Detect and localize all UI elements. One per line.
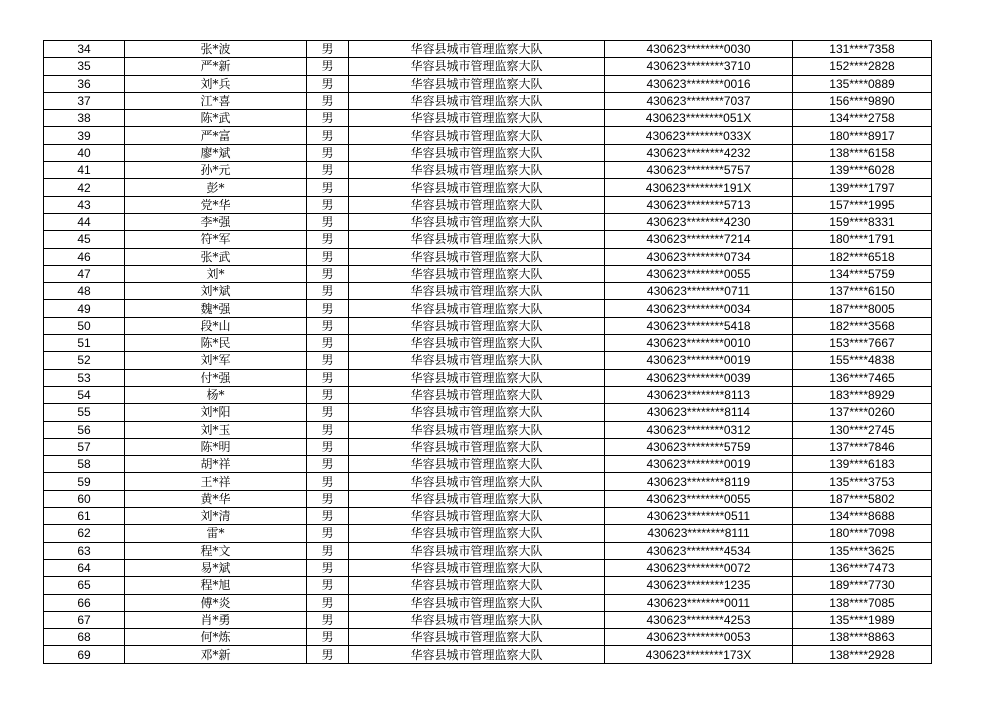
unit-cell: 华容县城市管理监察大队	[349, 611, 605, 628]
table-row	[44, 525, 932, 542]
unit-cell: 华容县城市管理监察大队	[349, 490, 605, 507]
phone-cell: 135****3753	[793, 473, 932, 490]
unit-cell: 华容县城市管理监察大队	[349, 352, 605, 369]
gender-cell: 男	[307, 162, 349, 179]
unit-cell: 华容县城市管理监察大队	[349, 594, 605, 611]
gender-cell: 男	[307, 144, 349, 161]
id-number-cell: 430623********5418	[605, 317, 793, 334]
name-cell: 付*强	[125, 369, 307, 386]
id-number-cell: 430623********8111	[605, 525, 793, 542]
id-number-cell: 430623********0055	[605, 265, 793, 282]
gender-cell: 男	[307, 352, 349, 369]
phone-cell: 183****8929	[793, 386, 932, 403]
gender-cell: 男	[307, 127, 349, 144]
table-row	[44, 559, 932, 576]
phone-cell: 135****1989	[793, 611, 932, 628]
unit-cell: 华容县城市管理监察大队	[349, 265, 605, 282]
table-row	[44, 196, 932, 213]
unit-cell: 华容县城市管理监察大队	[349, 525, 605, 542]
name-cell: 杨*	[125, 386, 307, 403]
gender-cell: 男	[307, 179, 349, 196]
gender-cell: 男	[307, 404, 349, 421]
name-cell: 严*富	[125, 127, 307, 144]
phone-cell: 136****7473	[793, 559, 932, 576]
name-cell: 符*军	[125, 231, 307, 248]
table-row	[44, 127, 932, 144]
unit-cell: 华容县城市管理监察大队	[349, 231, 605, 248]
id-number-cell: 430623********0011	[605, 594, 793, 611]
unit-cell: 华容县城市管理监察大队	[349, 577, 605, 594]
name-cell: 程*旭	[125, 577, 307, 594]
table-row	[44, 144, 932, 161]
id-number-cell: 430623********4232	[605, 144, 793, 161]
row-number-cell: 35	[44, 58, 125, 75]
id-number-cell: 430623********8119	[605, 473, 793, 490]
id-number-cell: 430623********0039	[605, 369, 793, 386]
id-number-cell: 430623********4230	[605, 213, 793, 230]
id-number-cell: 430623********1235	[605, 577, 793, 594]
roster-table	[43, 40, 932, 664]
name-cell: 刘*清	[125, 508, 307, 525]
unit-cell: 华容县城市管理监察大队	[349, 300, 605, 317]
unit-cell: 华容县城市管理监察大队	[349, 404, 605, 421]
name-cell: 段*山	[125, 317, 307, 334]
row-number-cell: 36	[44, 75, 125, 92]
phone-cell: 136****7465	[793, 369, 932, 386]
row-number-cell: 45	[44, 231, 125, 248]
phone-cell: 155****4838	[793, 352, 932, 369]
row-number-cell: 37	[44, 92, 125, 109]
id-number-cell: 430623********5713	[605, 196, 793, 213]
table-row	[44, 58, 932, 75]
phone-cell: 152****2828	[793, 58, 932, 75]
table-row	[44, 265, 932, 282]
gender-cell: 男	[307, 41, 349, 58]
gender-cell: 男	[307, 231, 349, 248]
row-number-cell: 57	[44, 438, 125, 455]
row-number-cell: 69	[44, 646, 125, 663]
row-number-cell: 67	[44, 611, 125, 628]
unit-cell: 华容县城市管理监察大队	[349, 473, 605, 490]
phone-cell: 139****1797	[793, 179, 932, 196]
table-row	[44, 646, 932, 663]
unit-cell: 华容县城市管理监察大队	[349, 508, 605, 525]
id-number-cell: 430623********8114	[605, 404, 793, 421]
gender-cell: 男	[307, 577, 349, 594]
name-cell: 肖*勇	[125, 611, 307, 628]
table-row	[44, 352, 932, 369]
id-number-cell: 430623********4253	[605, 611, 793, 628]
unit-cell: 华容县城市管理监察大队	[349, 646, 605, 663]
row-number-cell: 68	[44, 629, 125, 646]
table-row	[44, 231, 932, 248]
phone-cell: 130****2745	[793, 421, 932, 438]
name-cell: 易*斌	[125, 559, 307, 576]
name-cell: 陈*民	[125, 335, 307, 352]
roster-sheet	[43, 40, 932, 664]
id-number-cell: 430623********033X	[605, 127, 793, 144]
name-cell: 魏*强	[125, 300, 307, 317]
id-number-cell: 430623********0019	[605, 456, 793, 473]
gender-cell: 男	[307, 92, 349, 109]
gender-cell: 男	[307, 525, 349, 542]
unit-cell: 华容县城市管理监察大队	[349, 559, 605, 576]
id-number-cell: 430623********0016	[605, 75, 793, 92]
phone-cell: 134****2758	[793, 110, 932, 127]
table-row	[44, 162, 932, 179]
phone-cell: 134****5759	[793, 265, 932, 282]
row-number-cell: 50	[44, 317, 125, 334]
unit-cell: 华容县城市管理监察大队	[349, 248, 605, 265]
gender-cell: 男	[307, 611, 349, 628]
unit-cell: 华容县城市管理监察大队	[349, 41, 605, 58]
phone-cell: 135****3625	[793, 542, 932, 559]
id-number-cell: 430623********0511	[605, 508, 793, 525]
gender-cell: 男	[307, 335, 349, 352]
table-row	[44, 542, 932, 559]
row-number-cell: 38	[44, 110, 125, 127]
id-number-cell: 430623********0053	[605, 629, 793, 646]
phone-cell: 139****6183	[793, 456, 932, 473]
unit-cell: 华容县城市管理监察大队	[349, 283, 605, 300]
table-row	[44, 404, 932, 421]
table-row	[44, 594, 932, 611]
name-cell: 刘*兵	[125, 75, 307, 92]
unit-cell: 华容县城市管理监察大队	[349, 75, 605, 92]
name-cell: 王*祥	[125, 473, 307, 490]
row-number-cell: 49	[44, 300, 125, 317]
name-cell: 张*武	[125, 248, 307, 265]
table-row	[44, 490, 932, 507]
table-row	[44, 317, 932, 334]
table-row	[44, 300, 932, 317]
gender-cell: 男	[307, 559, 349, 576]
gender-cell: 男	[307, 473, 349, 490]
gender-cell: 男	[307, 265, 349, 282]
phone-cell: 180****1791	[793, 231, 932, 248]
phone-cell: 159****8331	[793, 213, 932, 230]
phone-cell: 137****6150	[793, 283, 932, 300]
gender-cell: 男	[307, 646, 349, 663]
table-row	[44, 421, 932, 438]
table-row	[44, 369, 932, 386]
row-number-cell: 62	[44, 525, 125, 542]
row-number-cell: 56	[44, 421, 125, 438]
phone-cell: 137****0260	[793, 404, 932, 421]
name-cell: 雷*	[125, 525, 307, 542]
gender-cell: 男	[307, 110, 349, 127]
row-number-cell: 64	[44, 559, 125, 576]
unit-cell: 华容县城市管理监察大队	[349, 456, 605, 473]
phone-cell: 182****3568	[793, 317, 932, 334]
unit-cell: 华容县城市管理监察大队	[349, 213, 605, 230]
unit-cell: 华容县城市管理监察大队	[349, 179, 605, 196]
unit-cell: 华容县城市管理监察大队	[349, 335, 605, 352]
gender-cell: 男	[307, 248, 349, 265]
table-row	[44, 335, 932, 352]
row-number-cell: 48	[44, 283, 125, 300]
gender-cell: 男	[307, 369, 349, 386]
table-row	[44, 110, 932, 127]
row-number-cell: 59	[44, 473, 125, 490]
name-cell: 何*炼	[125, 629, 307, 646]
phone-cell: 138****2928	[793, 646, 932, 663]
row-number-cell: 53	[44, 369, 125, 386]
id-number-cell: 430623********191X	[605, 179, 793, 196]
row-number-cell: 63	[44, 542, 125, 559]
row-number-cell: 52	[44, 352, 125, 369]
table-row	[44, 213, 932, 230]
row-number-cell: 55	[44, 404, 125, 421]
phone-cell: 189****7730	[793, 577, 932, 594]
name-cell: 张*波	[125, 41, 307, 58]
id-number-cell: 430623********173X	[605, 646, 793, 663]
table-row	[44, 438, 932, 455]
row-number-cell: 47	[44, 265, 125, 282]
id-number-cell: 430623********8113	[605, 386, 793, 403]
roster-table-body	[44, 41, 932, 664]
unit-cell: 华容县城市管理监察大队	[349, 369, 605, 386]
id-number-cell: 430623********0019	[605, 352, 793, 369]
row-number-cell: 51	[44, 335, 125, 352]
unit-cell: 华容县城市管理监察大队	[349, 162, 605, 179]
id-number-cell: 430623********0734	[605, 248, 793, 265]
id-number-cell: 430623********5757	[605, 162, 793, 179]
phone-cell: 187****5802	[793, 490, 932, 507]
unit-cell: 华容县城市管理监察大队	[349, 629, 605, 646]
phone-cell: 131****7358	[793, 41, 932, 58]
name-cell: 严*新	[125, 58, 307, 75]
row-number-cell: 61	[44, 508, 125, 525]
phone-cell: 138****8863	[793, 629, 932, 646]
name-cell: 刘*军	[125, 352, 307, 369]
table-row	[44, 473, 932, 490]
name-cell: 孙*元	[125, 162, 307, 179]
id-number-cell: 430623********0030	[605, 41, 793, 58]
gender-cell: 男	[307, 456, 349, 473]
phone-cell: 180****8917	[793, 127, 932, 144]
gender-cell: 男	[307, 300, 349, 317]
phone-cell: 135****0889	[793, 75, 932, 92]
gender-cell: 男	[307, 594, 349, 611]
row-number-cell: 44	[44, 213, 125, 230]
row-number-cell: 40	[44, 144, 125, 161]
phone-cell: 137****7846	[793, 438, 932, 455]
name-cell: 彭*	[125, 179, 307, 196]
phone-cell: 182****6518	[793, 248, 932, 265]
table-row	[44, 179, 932, 196]
name-cell: 党*华	[125, 196, 307, 213]
gender-cell: 男	[307, 629, 349, 646]
table-row	[44, 508, 932, 525]
id-number-cell: 430623********7214	[605, 231, 793, 248]
table-row	[44, 611, 932, 628]
id-number-cell: 430623********0312	[605, 421, 793, 438]
table-row	[44, 456, 932, 473]
row-number-cell: 54	[44, 386, 125, 403]
row-number-cell: 65	[44, 577, 125, 594]
unit-cell: 华容县城市管理监察大队	[349, 110, 605, 127]
row-number-cell: 41	[44, 162, 125, 179]
table-row	[44, 577, 932, 594]
unit-cell: 华容县城市管理监察大队	[349, 144, 605, 161]
gender-cell: 男	[307, 317, 349, 334]
table-row	[44, 248, 932, 265]
table-row	[44, 283, 932, 300]
name-cell: 刘*斌	[125, 283, 307, 300]
name-cell: 廖*斌	[125, 144, 307, 161]
name-cell: 黄*华	[125, 490, 307, 507]
unit-cell: 华容县城市管理监察大队	[349, 421, 605, 438]
phone-cell: 157****1995	[793, 196, 932, 213]
table-row	[44, 41, 932, 58]
name-cell: 陈*明	[125, 438, 307, 455]
id-number-cell: 430623********0711	[605, 283, 793, 300]
table-row	[44, 92, 932, 109]
name-cell: 胡*祥	[125, 456, 307, 473]
phone-cell: 138****7085	[793, 594, 932, 611]
unit-cell: 华容县城市管理监察大队	[349, 317, 605, 334]
id-number-cell: 430623********0055	[605, 490, 793, 507]
id-number-cell: 430623********051X	[605, 110, 793, 127]
name-cell: 傅*炎	[125, 594, 307, 611]
row-number-cell: 42	[44, 179, 125, 196]
unit-cell: 华容县城市管理监察大队	[349, 438, 605, 455]
name-cell: 刘*玉	[125, 421, 307, 438]
table-row	[44, 629, 932, 646]
id-number-cell: 430623********5759	[605, 438, 793, 455]
phone-cell: 134****8688	[793, 508, 932, 525]
name-cell: 程*文	[125, 542, 307, 559]
unit-cell: 华容县城市管理监察大队	[349, 127, 605, 144]
gender-cell: 男	[307, 75, 349, 92]
gender-cell: 男	[307, 421, 349, 438]
gender-cell: 男	[307, 490, 349, 507]
table-row	[44, 386, 932, 403]
name-cell: 邓*新	[125, 646, 307, 663]
table-row	[44, 75, 932, 92]
row-number-cell: 58	[44, 456, 125, 473]
id-number-cell: 430623********4534	[605, 542, 793, 559]
phone-cell: 138****6158	[793, 144, 932, 161]
name-cell: 刘*阳	[125, 404, 307, 421]
name-cell: 李*强	[125, 213, 307, 230]
row-number-cell: 46	[44, 248, 125, 265]
id-number-cell: 430623********0072	[605, 559, 793, 576]
gender-cell: 男	[307, 213, 349, 230]
unit-cell: 华容县城市管理监察大队	[349, 58, 605, 75]
gender-cell: 男	[307, 58, 349, 75]
unit-cell: 华容县城市管理监察大队	[349, 542, 605, 559]
gender-cell: 男	[307, 438, 349, 455]
name-cell: 陈*武	[125, 110, 307, 127]
name-cell: 江*喜	[125, 92, 307, 109]
row-number-cell: 34	[44, 41, 125, 58]
phone-cell: 156****9890	[793, 92, 932, 109]
gender-cell: 男	[307, 283, 349, 300]
gender-cell: 男	[307, 196, 349, 213]
name-cell: 刘*	[125, 265, 307, 282]
phone-cell: 187****8005	[793, 300, 932, 317]
row-number-cell: 39	[44, 127, 125, 144]
id-number-cell: 430623********0034	[605, 300, 793, 317]
gender-cell: 男	[307, 386, 349, 403]
gender-cell: 男	[307, 542, 349, 559]
id-number-cell: 430623********0010	[605, 335, 793, 352]
id-number-cell: 430623********3710	[605, 58, 793, 75]
row-number-cell: 66	[44, 594, 125, 611]
unit-cell: 华容县城市管理监察大队	[349, 196, 605, 213]
id-number-cell: 430623********7037	[605, 92, 793, 109]
unit-cell: 华容县城市管理监察大队	[349, 92, 605, 109]
row-number-cell: 43	[44, 196, 125, 213]
phone-cell: 180****7098	[793, 525, 932, 542]
row-number-cell: 60	[44, 490, 125, 507]
phone-cell: 153****7667	[793, 335, 932, 352]
gender-cell: 男	[307, 508, 349, 525]
phone-cell: 139****6028	[793, 162, 932, 179]
unit-cell: 华容县城市管理监察大队	[349, 386, 605, 403]
